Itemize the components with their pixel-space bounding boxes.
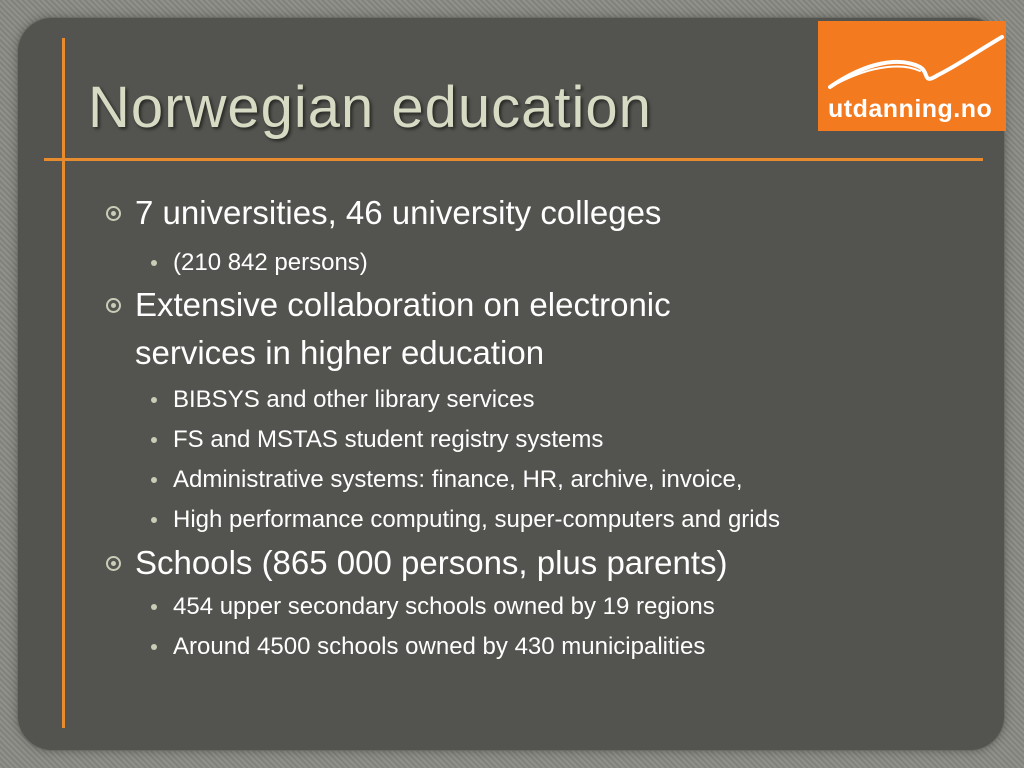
bullet-icon [151,437,157,443]
bullet-icon [151,477,157,483]
bullet-icon [106,206,121,221]
bullet-level2: 454 upper secondary schools owned by 19 regions [173,593,715,620]
bullet-level2: Administrative systems: finance, HR, archive, invoice, [173,466,743,493]
bullet-level2: Around 4500 schools owned by 430 municipalities [173,633,706,660]
bullet-level2: High performance computing, super-computers and grids [173,506,780,533]
bullet-icon [106,298,121,313]
bullet-level2: FS and MSTAS student registry systems [173,426,604,453]
bullet-level2: BIBSYS and other library services [173,386,535,413]
bullet-icon [151,260,157,266]
bullet-icon [151,517,157,523]
bullet-icon [106,556,121,571]
bullet-level2: (210 842 persons) [173,249,368,276]
bullet-level1: 7 universities, 46 university colleges [135,194,662,231]
logo-text: utdanning.no [828,95,993,123]
bullet-level1: Schools (865 000 persons, plus parents) [135,544,728,581]
bullet-level1: Extensive collaboration on electronic [135,286,671,323]
bullet-icon [151,644,157,650]
slide-title: Norwegian education [88,75,652,140]
bullet-icon [151,397,157,403]
bullet-icon [151,604,157,610]
bullet-level1-continuation: services in higher education [135,334,545,371]
